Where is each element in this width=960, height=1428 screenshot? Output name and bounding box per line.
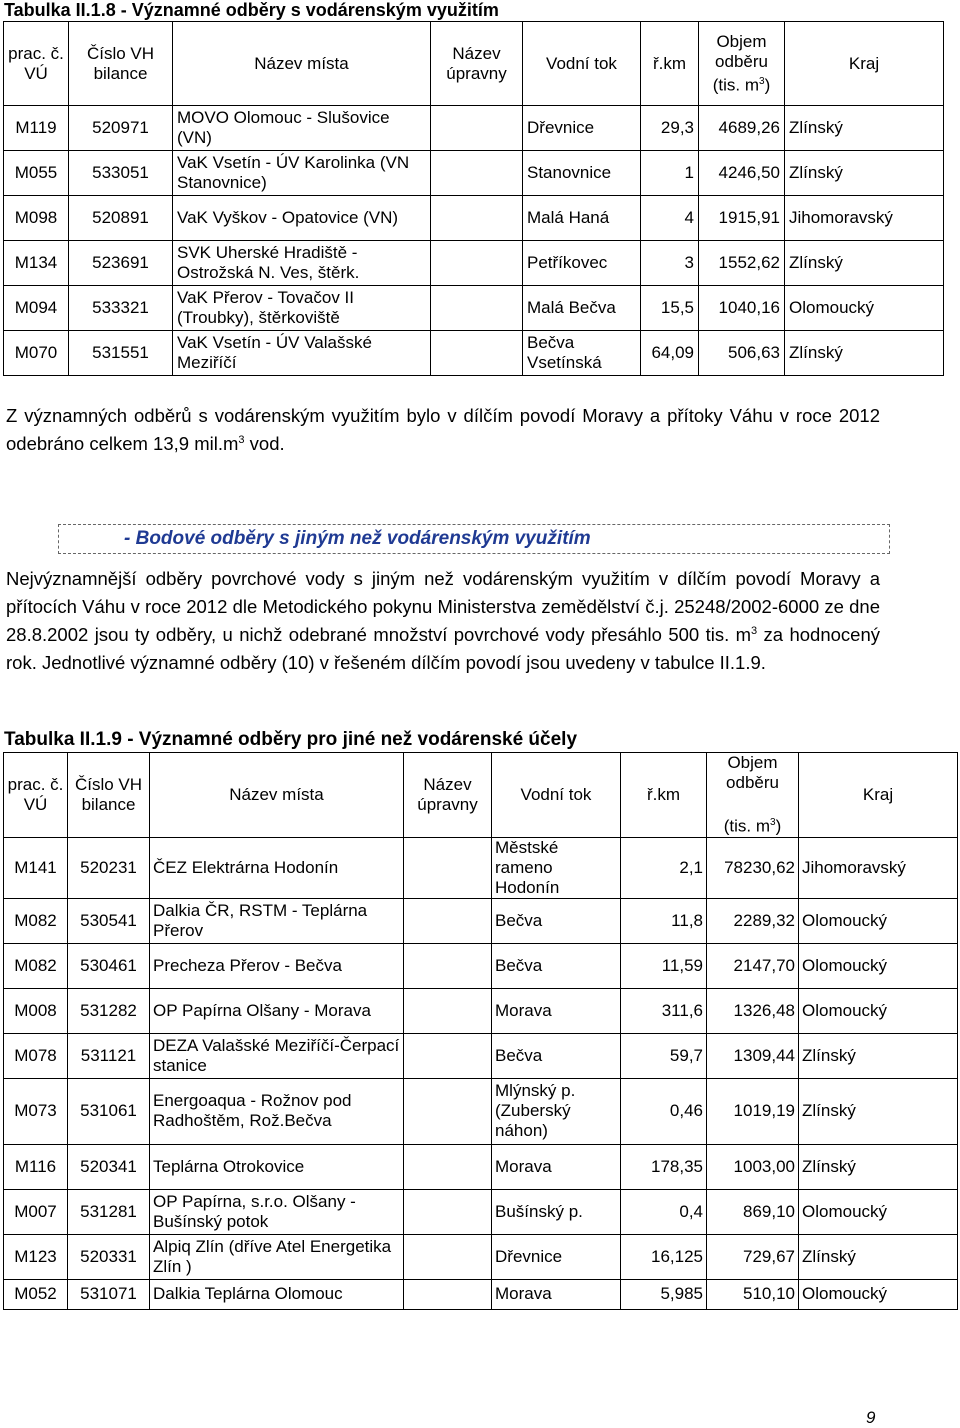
cell-kraj: Zlínský xyxy=(785,106,944,151)
cell-nazev-mista: MOVO Olomouc - Slušovice (VN) xyxy=(173,106,431,151)
cell-nazev-upravny xyxy=(431,331,523,376)
cell-nazev-upravny xyxy=(431,286,523,331)
cell-objem xyxy=(699,151,785,196)
cell-objem-thousands: 4 xyxy=(718,163,728,182)
cell-prac-vu: M070 xyxy=(4,331,69,376)
table-row xyxy=(4,898,958,943)
cell-rkm: 5,985 xyxy=(621,1279,707,1309)
cell-rkm: 0,4 xyxy=(621,1189,707,1234)
table-row xyxy=(4,1189,958,1234)
cell-nazev-mista: DEZA Valašské Meziříčí-Čerpací stanice xyxy=(150,1033,404,1078)
cell-vodni-tok: Bečva xyxy=(492,943,621,988)
cell-kraj: Zlínský xyxy=(799,1234,958,1279)
cell-objem-rest: 230,62 xyxy=(743,857,795,877)
cell-rkm: 311,6 xyxy=(621,988,707,1033)
cell-objem xyxy=(707,1033,799,1078)
cell-cislo-vh: 533321 xyxy=(69,286,173,331)
cell-prac-vu: M119 xyxy=(4,106,69,151)
table-row xyxy=(4,1078,958,1144)
cell-kraj: Zlínský xyxy=(799,1078,958,1144)
table1 xyxy=(3,21,944,376)
cell-kraj: Olomoucký xyxy=(799,943,958,988)
table2 xyxy=(3,752,958,1310)
cell-kraj: Zlínský xyxy=(785,331,944,376)
table-row xyxy=(4,196,944,241)
cell-cislo-vh: 531551 xyxy=(69,331,173,376)
cell-vodni-tok: Mlýnský p. (Zuberský náhon) xyxy=(492,1078,621,1144)
cell-vodni-tok: Stanovnice xyxy=(523,151,641,196)
paragraph-summary: Z významných odběrů s vodárenským využitím bylo v dílčím povodí Moravy a přítoky Váhu v roce 2012 odebráno celkem 13,9 $mil.m^3$ vod. xyxy=(6,405,880,454)
cell-kraj: Zlínský xyxy=(799,1144,958,1189)
cell-prac-vu: M008 xyxy=(4,988,68,1033)
cell-cislo-vh: 520331 xyxy=(68,1234,150,1279)
t1-header-nazev-mista: Název místa xyxy=(173,22,431,106)
cell-objem-thousands: 1 xyxy=(733,1000,743,1020)
cell-kraj: Jihomoravský xyxy=(799,837,958,898)
cell-prac-vu: M094 xyxy=(4,286,69,331)
cell-objem-thousands: 1 xyxy=(733,1045,743,1065)
cell-vodni-tok: Bečva xyxy=(492,898,621,943)
cell-nazev-mista: OP Papírna Olšany - Morava xyxy=(150,988,404,1033)
cell-objem-rest: 309,44 xyxy=(743,1045,795,1065)
cell-prac-vu: M007 xyxy=(4,1189,68,1234)
cell-objem-thousands: 78 xyxy=(724,857,743,877)
t1-header-cislo-vh: Číslo VH bilance xyxy=(69,22,173,106)
cell-nazev-upravny xyxy=(404,898,492,943)
t1-header-prac-vu: prac. č. VÚ xyxy=(4,22,69,106)
cell-objem-rest: 552,62 xyxy=(728,253,780,272)
table-row xyxy=(4,331,944,376)
cell-nazev-mista: Alpiq Zlín (dříve Atel Energetika Zlín ) xyxy=(150,1234,404,1279)
cell-nazev-upravny xyxy=(404,1189,492,1234)
table-row xyxy=(4,1144,958,1189)
table2-caption: Tabulka II.1.9 - Významné odběry pro jiné než vodárenské účely xyxy=(4,729,578,750)
cell-vodni-tok: Morava xyxy=(492,988,621,1033)
cell-prac-vu: M052 xyxy=(4,1279,68,1309)
table-row xyxy=(4,1279,958,1309)
cell-objem-rest: 019,19 xyxy=(743,1101,795,1121)
cell-nazev-mista: Teplárna Otrokovice xyxy=(150,1144,404,1189)
cell-rkm: 64,09 xyxy=(641,331,699,376)
cell-objem xyxy=(699,286,785,331)
t2-header-objem: Objem odběru (tis. $m^3$) xyxy=(707,753,799,838)
cell-cislo-vh: 520971 xyxy=(69,106,173,151)
t2-header-nazev-upravny: Název úpravny xyxy=(404,753,492,838)
cell-vodni-tok: Petříkovec xyxy=(523,241,641,286)
t2-header-vodni-tok: Vodní tok xyxy=(492,753,621,838)
t2-header-kraj: Kraj xyxy=(799,753,958,838)
cell-cislo-vh: 520341 xyxy=(68,1144,150,1189)
cell-nazev-upravny xyxy=(404,1033,492,1078)
cell-kraj: Zlínský xyxy=(799,1033,958,1078)
cell-rkm: 2,1 xyxy=(621,837,707,898)
cell-objem xyxy=(707,1234,799,1279)
table-row xyxy=(4,286,944,331)
cell-objem xyxy=(707,1189,799,1234)
cell-objem-rest: 246,50 xyxy=(728,163,780,182)
table-row xyxy=(4,1234,958,1279)
cell-objem xyxy=(707,1279,799,1309)
cell-objem-rest: 506,63 xyxy=(728,343,780,362)
cell-objem-rest: 915,91 xyxy=(728,208,780,227)
cell-prac-vu: M082 xyxy=(4,943,68,988)
cell-nazev-mista: OP Papírna, s.r.o. Olšany - Bušínský potok xyxy=(150,1189,404,1234)
cell-cislo-vh: 523691 xyxy=(69,241,173,286)
table-row xyxy=(4,988,958,1033)
cell-rkm: 15,5 xyxy=(641,286,699,331)
cell-prac-vu: M082 xyxy=(4,898,68,943)
table-row xyxy=(4,837,958,898)
cell-cislo-vh: 520231 xyxy=(68,837,150,898)
cell-objem xyxy=(707,1144,799,1189)
cell-cislo-vh: 531121 xyxy=(68,1033,150,1078)
table1-caption: Tabulka II.1.8 - Významné odběry s vodárenským využitím xyxy=(4,0,499,20)
cell-nazev-mista: Dalkia ČR, RSTM - Teplárna Přerov xyxy=(150,898,404,943)
cell-objem xyxy=(707,1078,799,1144)
t1-header-objem: Objem odběru (tis. $m^3$) xyxy=(699,22,785,106)
cell-objem-rest: 510,10 xyxy=(743,1284,795,1304)
cell-nazev-mista: VaK Vyškov - Opatovice (VN) xyxy=(173,196,431,241)
cell-cislo-vh: 533051 xyxy=(69,151,173,196)
table-row xyxy=(4,943,958,988)
cell-objem-thousands: 4 xyxy=(718,118,728,137)
cell-nazev-upravny xyxy=(431,106,523,151)
cell-kraj: Zlínský xyxy=(785,151,944,196)
cell-rkm: 178,35 xyxy=(621,1144,707,1189)
cell-objem-rest: 689,26 xyxy=(728,118,780,137)
cell-nazev-mista: VaK Vsetín - ÚV Valašské Meziříčí xyxy=(173,331,431,376)
t2-header-prac-vu: prac. č. VÚ xyxy=(4,753,68,838)
cell-cislo-vh: 531282 xyxy=(68,988,150,1033)
cell-objem xyxy=(707,943,799,988)
cell-prac-vu: M123 xyxy=(4,1234,68,1279)
cell-nazev-upravny xyxy=(404,1078,492,1144)
cell-nazev-upravny xyxy=(431,241,523,286)
t2-header-cislo-vh: Číslo VH bilance xyxy=(68,753,150,838)
cell-objem-thousands: 1 xyxy=(733,1156,743,1176)
cell-nazev-upravny xyxy=(404,943,492,988)
table-row xyxy=(4,241,944,286)
cell-nazev-mista: VaK Vsetín - ÚV Karolinka (VN Stanovnice) xyxy=(173,151,431,196)
cell-kraj: Olomoucký xyxy=(799,1189,958,1234)
table-row xyxy=(4,151,944,196)
cell-kraj: Olomoucký xyxy=(799,988,958,1033)
cell-rkm: 11,8 xyxy=(621,898,707,943)
section-heading: - Bodové odběry s jiným než vodárenským využitím xyxy=(124,528,591,549)
cell-kraj: Olomoucký xyxy=(785,286,944,331)
cell-objem xyxy=(707,837,799,898)
cell-objem-thousands: 1 xyxy=(718,253,728,272)
cell-nazev-upravny xyxy=(431,151,523,196)
cell-objem-thousands: 1 xyxy=(718,208,728,227)
cell-nazev-upravny xyxy=(404,1144,492,1189)
cell-nazev-upravny xyxy=(404,1279,492,1309)
cell-vodni-tok: Bušínský p. xyxy=(492,1189,621,1234)
cell-prac-vu: M098 xyxy=(4,196,69,241)
cell-nazev-mista: VaK Přerov - Tovačov II (Troubky), štěrkoviště xyxy=(173,286,431,331)
cell-objem-rest: 869,10 xyxy=(743,1201,795,1221)
cell-vodni-tok: Dřevnice xyxy=(492,1234,621,1279)
cell-prac-vu: M116 xyxy=(4,1144,68,1189)
cell-rkm: 3 xyxy=(641,241,699,286)
t2-header-rkm: ř.km xyxy=(621,753,707,838)
cell-objem-rest: 289,32 xyxy=(743,910,795,930)
cell-nazev-mista: Energoaqua - Rožnov pod Radhoštěm, Rož.Bečva xyxy=(150,1078,404,1144)
cell-rkm: 11,59 xyxy=(621,943,707,988)
cell-objem-thousands: 2 xyxy=(733,955,743,975)
table-row xyxy=(4,1033,958,1078)
cell-prac-vu: M078 xyxy=(4,1033,68,1078)
cell-objem-rest: 147,70 xyxy=(743,955,795,975)
cell-nazev-upravny xyxy=(431,196,523,241)
cell-kraj: Jihomoravský xyxy=(785,196,944,241)
cell-kraj: Olomoucký xyxy=(799,898,958,943)
table-row xyxy=(4,106,944,151)
cell-vodni-tok: Bečva Vsetínská xyxy=(523,331,641,376)
t1-header-rkm: ř.km xyxy=(641,22,699,106)
page-number: 9 xyxy=(866,1408,876,1427)
cell-cislo-vh: 520891 xyxy=(69,196,173,241)
cell-objem-rest: 003,00 xyxy=(743,1156,795,1176)
cell-vodni-tok: Morava xyxy=(492,1279,621,1309)
cell-cislo-vh: 530541 xyxy=(68,898,150,943)
cell-prac-vu: M141 xyxy=(4,837,68,898)
cell-objem xyxy=(699,241,785,286)
cell-objem-rest: 729,67 xyxy=(743,1246,795,1266)
cell-objem-rest: 040,16 xyxy=(728,298,780,317)
cell-objem-thousands: 1 xyxy=(733,1101,743,1121)
cell-vodni-tok: Dřevnice xyxy=(523,106,641,151)
cell-nazev-upravny xyxy=(404,837,492,898)
cell-rkm: 59,7 xyxy=(621,1033,707,1078)
cell-objem-thousands: 2 xyxy=(733,910,743,930)
paragraph-intro: Nejvýznamnější odběry povrchové vody s jiným než vodárenským využitím v dílčím povodí Moravy a přítocích Váhu v roce 2012 dle Metodického pokynu Ministerstva zemědělství č.j. 25248/2002-6000 ze dne 28.8.2002 jsou ty odběry, u nichž odebrané množství povrchové vody přesáhlo 500 tis. $m^3$ za hodnocený rok. Jednotlivé významné odběry (10) v řešeném dílčím povodí jsou uvedeny v tabulce II.1.9. xyxy=(6,568,880,673)
cell-rkm: 0,46 xyxy=(621,1078,707,1144)
t1-header-vodni-tok: Vodní tok xyxy=(523,22,641,106)
cell-nazev-upravny xyxy=(404,1234,492,1279)
cell-kraj: Olomoucký xyxy=(799,1279,958,1309)
cell-vodni-tok: Městské rameno Hodonín xyxy=(492,837,621,898)
t1-header-kraj: Kraj xyxy=(785,22,944,106)
cell-cislo-vh: 531071 xyxy=(68,1279,150,1309)
cell-rkm: 29,3 xyxy=(641,106,699,151)
cell-cislo-vh: 530461 xyxy=(68,943,150,988)
cell-cislo-vh: 531281 xyxy=(68,1189,150,1234)
cell-vodni-tok: Bečva xyxy=(492,1033,621,1078)
t2-header-nazev-mista: Název místa xyxy=(150,753,404,838)
cell-objem xyxy=(699,331,785,376)
cell-vodni-tok: Malá Haná xyxy=(523,196,641,241)
cell-rkm: 16,125 xyxy=(621,1234,707,1279)
cell-prac-vu: M073 xyxy=(4,1078,68,1144)
cell-objem xyxy=(707,898,799,943)
cell-rkm: 1 xyxy=(641,151,699,196)
cell-objem xyxy=(707,988,799,1033)
cell-prac-vu: M134 xyxy=(4,241,69,286)
cell-objem-thousands: 1 xyxy=(718,298,728,317)
t1-header-nazev-upravny: Název úpravny xyxy=(431,22,523,106)
cell-nazev-upravny xyxy=(404,988,492,1033)
cell-rkm: 4 xyxy=(641,196,699,241)
cell-nazev-mista: Precheza Přerov - Bečva xyxy=(150,943,404,988)
cell-nazev-mista: ČEZ Elektrárna Hodonín xyxy=(150,837,404,898)
cell-kraj: Zlínský xyxy=(785,241,944,286)
cell-objem xyxy=(699,106,785,151)
cell-vodni-tok: Malá Bečva xyxy=(523,286,641,331)
cell-cislo-vh: 531061 xyxy=(68,1078,150,1144)
cell-nazev-mista: Dalkia Teplárna Olomouc xyxy=(150,1279,404,1309)
cell-prac-vu: M055 xyxy=(4,151,69,196)
cell-nazev-mista: SVK Uherské Hradiště - Ostrožská N. Ves, štěrk. xyxy=(173,241,431,286)
cell-objem-rest: 326,48 xyxy=(743,1000,795,1020)
cell-objem xyxy=(699,196,785,241)
cell-vodni-tok: Morava xyxy=(492,1144,621,1189)
